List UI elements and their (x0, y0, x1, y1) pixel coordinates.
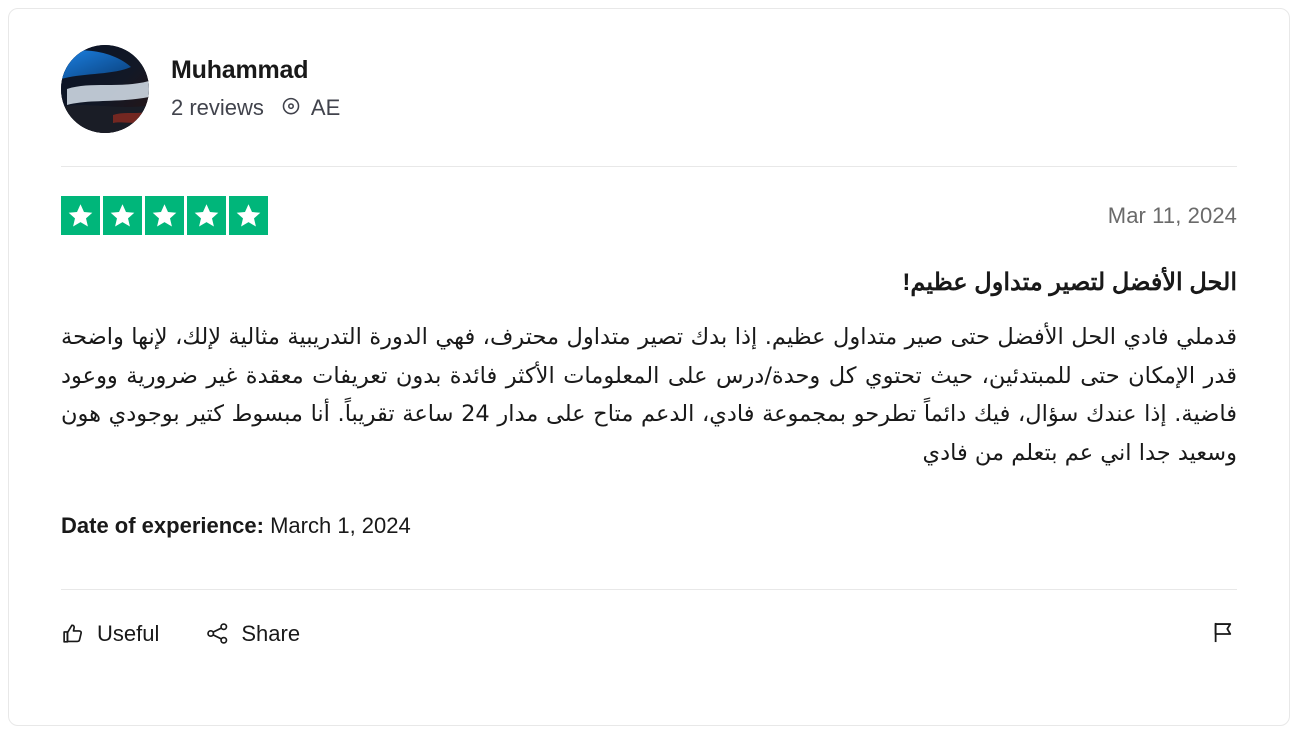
review-count-label: 2 reviews (171, 95, 264, 121)
useful-label: Useful (97, 620, 160, 646)
star-icon (103, 196, 142, 235)
star-icon (145, 196, 184, 235)
actions-left (61, 621, 300, 647)
reviewer-name[interactable]: Muhammad (171, 55, 309, 84)
reviewer-meta (171, 96, 340, 120)
review-title[interactable]: الحل الأفضل لتصير متداول عظيم! (902, 269, 1237, 296)
reviewer-header (61, 9, 1237, 166)
reviewer-country: AE (310, 95, 341, 121)
review-card (8, 8, 1290, 726)
avatar[interactable] (61, 45, 149, 133)
map-pin-icon (280, 97, 302, 119)
star-icon (229, 196, 268, 235)
star-icon (61, 196, 100, 235)
share-label: Share (241, 620, 301, 646)
rating-row (61, 167, 1237, 235)
thumbs-up-icon (61, 621, 86, 646)
review-date: Mar 11, 2024 (1107, 202, 1237, 228)
flag-icon (1210, 619, 1237, 649)
date-of-experience-value: March 1, 2024 (270, 512, 411, 538)
review-text: قدملي فادي الحل الأفضل حتى صير متداول عظيم. إذا بدك تصير متداول محترف، فهي الدورة التدريبية مثالية لإلك، لإنها واضحة قدر الإمكان حتى للمبتدئين، حيث تحتوي كل وحدة/درس على المعلومات الأكثر فائدة بدون تعريفات معقدة غير ضرورية ووعود فاضية. إذا عندك سؤال، فيك دائماً تطرحو بمجموعة فادي، الدعم متاح على مدار 24 ساعة تقريباً. أنا مبسوط كتير بوجودي هون وسعيد جدا اني عم بتعلم من فادي (61, 324, 1237, 467)
reviewer-info (171, 57, 340, 121)
date-of-experience (61, 513, 1237, 539)
date-of-experience-label: Date of experience: (61, 512, 264, 538)
rating-stars (61, 196, 268, 235)
review-actions (61, 590, 1237, 678)
share-button[interactable] (205, 621, 300, 647)
share-icon (205, 621, 230, 646)
report-button[interactable] (1210, 619, 1237, 649)
useful-button[interactable] (61, 621, 159, 647)
star-icon (187, 196, 226, 235)
